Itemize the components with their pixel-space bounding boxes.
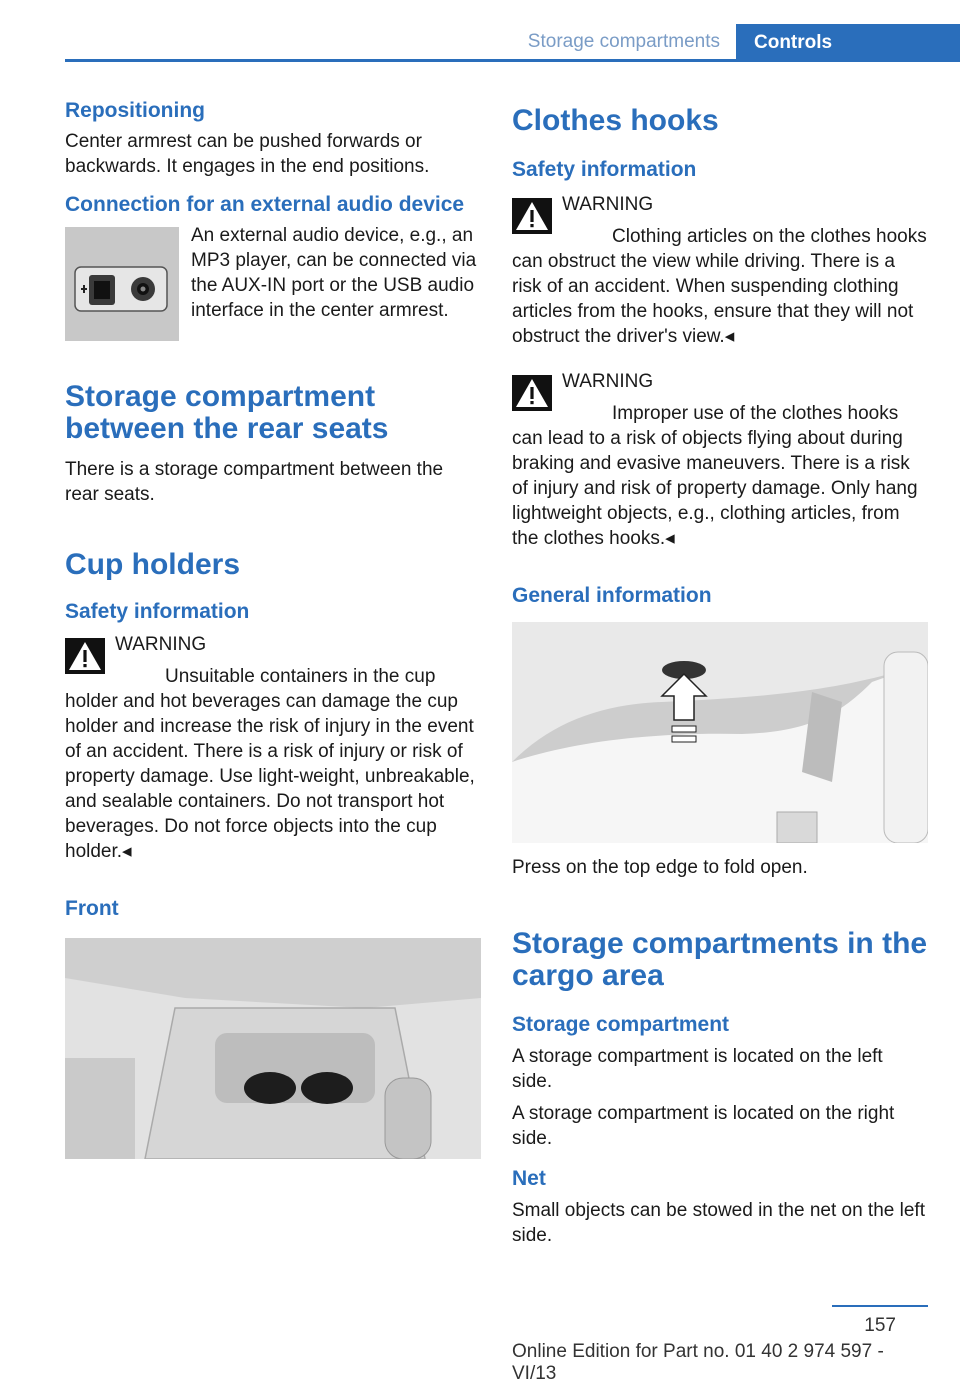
rear-seats-text: There is a storage compartment between the rear seats.: [65, 459, 444, 505]
storage-left-text: A storage compartment is located on the left side.: [512, 1046, 883, 1092]
cup-warning-text: Unsuitable containers in the cup holder and hot beverages can damage the cup holder and increase the risk of injury in the event of an accident. There is a risk of injury or risk of property damage. Use light-weight, unbreakable, and sealable containers. Do not transport hot beverages. Do not force objects into the cup holder.◂: [65, 666, 475, 862]
hooks-warning-1-text: Clothing articles on the clothes hooks can obstruct the view while driving. There is a risk of an accident. When suspending clothing articles from the hooks, ensure that they will not obstruct the driver's view.◂: [512, 226, 927, 347]
warning-icon: [512, 375, 552, 411]
footer-rule: [832, 1305, 928, 1307]
clothes-hook-image: [512, 622, 928, 843]
aux-heading: Connection for an external audio device: [65, 193, 465, 216]
cup-holders-heading: Cup holders: [65, 548, 241, 581]
cargo-area-heading: Storage compartments in the cargo area: [512, 927, 928, 992]
hooks-warning-2: [512, 369, 928, 551]
cup-warning: [65, 632, 481, 864]
left-column: [65, 98, 481, 1159]
aux-section: [65, 223, 481, 343]
hook-caption: Press on the top edge to fold open.: [512, 857, 808, 878]
cup-safety-heading: Safety information: [65, 600, 250, 623]
warning-icon: [512, 198, 552, 234]
hooks-warning-2-title: WARNING: [562, 371, 654, 392]
net-heading: Net: [512, 1167, 546, 1190]
aux-text: An external audio device, e.g., an MP3 player, can be connected via the AUX-IN port or the USB audio interface in the center armrest.: [191, 225, 477, 321]
hooks-safety-heading: Safety information: [512, 158, 697, 181]
storage-compartment-heading: Storage compartment: [512, 1013, 730, 1036]
front-heading: Front: [65, 897, 119, 920]
cup-warning-title: WARNING: [115, 634, 207, 655]
header-chapter-tab: Controls: [736, 24, 960, 62]
aux-usb-port-image: [65, 227, 179, 341]
net-text: Small objects can be stowed in the net on the left side.: [512, 1200, 925, 1246]
clothes-hooks-heading: Clothes hooks: [512, 104, 719, 137]
warning-icon: [65, 638, 105, 674]
page-header: [65, 24, 960, 62]
header-section-title: Storage compartments: [527, 31, 720, 52]
hooks-warning-2-text: Improper use of the clothes hooks can lead to a risk of objects flying about during braking and evasive maneuvers. There is a risk of injury and risk of property damage. Only hang lightweight objects, e.g., clothing articles, from the clothes hooks.◂: [512, 403, 918, 549]
edition-note: Online Edition for Part no. 01 40 2 974 597 - VI/13: [512, 1341, 884, 1384]
storage-right-text: A storage compartment is located on the right side.: [512, 1103, 895, 1149]
repositioning-heading: Repositioning: [65, 99, 205, 122]
page-number: 157: [864, 1315, 896, 1336]
cup-holder-image: [65, 938, 481, 1159]
general-info-heading: General information: [512, 584, 712, 607]
right-column: [512, 98, 928, 1248]
rear-seats-heading: Storage compartment between the rear seats: [65, 380, 389, 445]
hooks-warning-1: [512, 192, 928, 349]
hooks-warning-1-title: WARNING: [562, 194, 654, 215]
header-rule: [65, 59, 960, 62]
repositioning-text: Center armrest can be pushed forwards or backwards. It engages in the end positions.: [65, 131, 430, 177]
